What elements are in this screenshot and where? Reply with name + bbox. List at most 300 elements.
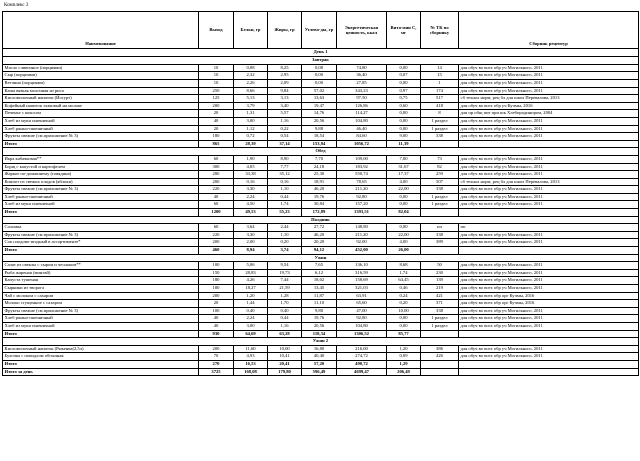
cell-recipe-source: для обуч во всех обр уч Могильного, 2011 xyxy=(459,239,639,247)
cell-vitamin-c: 4,00 xyxy=(387,178,421,186)
cell-yield: 3725 xyxy=(199,368,234,376)
cell-carbs: 0,08 xyxy=(302,64,337,72)
cell-recipe-source xyxy=(459,247,639,255)
cell-vitamin-c: 0,09 xyxy=(387,353,421,361)
cell-yield: 150 xyxy=(199,269,234,277)
cell-dish-name: Чай с молоком с сахаром xyxy=(3,292,199,300)
cell-carbs: 172,89 xyxy=(302,209,337,217)
cell-yield: 200 xyxy=(199,239,234,247)
cell-energy: 78,65 xyxy=(337,178,387,186)
cell-tk-number: 1 раздел xyxy=(421,117,459,125)
cell-dish-name: Масло сливочное (порциями) xyxy=(3,64,199,72)
cell-carbs: 25,30 xyxy=(302,171,337,179)
cell-recipe-source: для обуч во всех обр уч Могильного, 2011 xyxy=(459,87,639,95)
col-header-recipe-source: Сборник рецептур xyxy=(459,12,639,49)
day-header-row xyxy=(3,49,639,57)
menu-rows xyxy=(3,49,639,376)
cell-energy: 1393,51 xyxy=(337,209,387,217)
cell-yield: 100 xyxy=(199,285,234,293)
cell-vitamin-c: 22,00 xyxy=(387,231,421,239)
meal-label: Завтрак xyxy=(3,57,639,65)
cell-recipe-source: для обуч во всех обр уч Могильного, 2011 xyxy=(459,125,639,133)
table-row xyxy=(3,239,639,247)
table-row xyxy=(3,315,639,323)
cell-carbs: 19,76 xyxy=(302,315,337,323)
cell-yield: 250 xyxy=(199,87,234,95)
cell-yield: 1200 xyxy=(199,209,234,217)
cell-vitamin-c: 0,00 xyxy=(387,110,421,118)
cell-vitamin-c: 9,00 xyxy=(387,133,421,141)
cell-dish-name: Хлеб ржано-пшеничный xyxy=(3,315,199,323)
cell-energy: 183,92 xyxy=(337,163,387,171)
cell-protein: 2,00 xyxy=(234,239,268,247)
cell-recipe-source: для обуч во всех обр уч Кучмы, 2016 xyxy=(459,102,639,110)
meal-label: Обед xyxy=(3,148,639,156)
cell-vitamin-c: 0,00 xyxy=(387,224,421,232)
cell-vitamin-c: 8,68 xyxy=(387,262,421,270)
cell-yield: 180 xyxy=(199,133,234,141)
cell-recipe-source: для обуч во всех обр уч Могильного, 2011 xyxy=(459,269,639,277)
cell-vitamin-c: 0,00 xyxy=(387,193,421,201)
cell-fat: 21,59 xyxy=(268,285,302,293)
cell-vitamin-c: 0,46 xyxy=(387,285,421,293)
cell-yield: 10 xyxy=(199,79,234,87)
cell-protein: 5,06 xyxy=(234,262,268,270)
cell-vitamin-c: 0,00 xyxy=(387,322,421,330)
cell-tk-number: 389 xyxy=(421,239,459,247)
cell-recipe-source: для обуч во всех обр уч Могильного, 2011 xyxy=(459,117,639,125)
cell-vitamin-c: 206,49 xyxy=(387,368,421,376)
cell-carbs: 596,49 xyxy=(302,368,337,376)
table-row xyxy=(3,95,639,103)
cell-yield: 200 xyxy=(199,292,234,300)
cell-carbs: 19,47 xyxy=(302,102,337,110)
cell-dish-name: Жаркое по-домашнему (говядина) xyxy=(3,171,199,179)
cell-protein: 3,30 xyxy=(234,186,268,194)
cell-fat: 0,44 xyxy=(268,193,302,201)
cell-energy: 109,00 xyxy=(337,155,387,163)
cell-fat: 1,16 xyxy=(268,117,302,125)
cell-dish-name: Сыр (порциями) xyxy=(3,72,199,80)
cell-carbs: 13,63 xyxy=(302,95,337,103)
col-header-tk-number: № ТК по сборнику xyxy=(421,12,459,49)
cell-yield: 20 xyxy=(199,125,234,133)
cell-tk-number: 338 xyxy=(421,231,459,239)
cell-protein: 1,12 xyxy=(234,125,268,133)
cell-carbs: 13,45 xyxy=(302,285,337,293)
cell-fat: 3,13 xyxy=(268,95,302,103)
cell-carbs: 40,40 xyxy=(302,353,337,361)
cell-vitamin-c: 1,20 xyxy=(387,345,421,353)
cell-tk-number: 14 xyxy=(421,64,459,72)
cell-protein: 2,32 xyxy=(234,72,268,80)
cell-dish-name: Хлеб из муки пшеничной xyxy=(3,322,199,330)
cell-dish-name: Ветчина (порциями) xyxy=(3,79,199,87)
cell-fat: 0,22 xyxy=(268,125,302,133)
cell-tk-number: 8 xyxy=(421,110,459,118)
cell-tk-number: 386 xyxy=(421,345,459,353)
cell-vitamin-c: 0,00 xyxy=(387,201,421,209)
cell-protein: 33,38 xyxy=(234,171,268,179)
cell-fat: 63,28 xyxy=(268,330,302,338)
cell-energy: 104,80 xyxy=(337,117,387,125)
cell-recipe-source: для обуч во всех обр уч Могильного, 2011 xyxy=(459,186,639,194)
col-header-yield: Выход xyxy=(199,12,234,49)
cell-yield: 60 xyxy=(199,224,234,232)
table-row xyxy=(3,322,639,330)
cell-tk-number: 418 xyxy=(421,102,459,110)
cell-yield: 40 xyxy=(199,322,234,330)
cell-protein: 0,16 xyxy=(234,178,268,186)
cell-yield: 300 xyxy=(199,163,234,171)
cell-tk-number: 1 раздел xyxy=(421,315,459,323)
table-row xyxy=(3,125,639,133)
col-header-carbs: Углево-ды, гр xyxy=(302,12,337,49)
cell-fat: 3,40 xyxy=(268,102,302,110)
cell-yield: 70 xyxy=(199,353,234,361)
cell-carbs: 27,72 xyxy=(302,224,337,232)
cell-fat: 2,44 xyxy=(268,224,302,232)
table-row xyxy=(3,285,639,293)
cell-vitamin-c: 7,00 xyxy=(387,155,421,163)
cell-vitamin-c: 1,74 xyxy=(387,269,421,277)
table-row xyxy=(3,79,639,87)
cell-tk-number: 219 xyxy=(421,285,459,293)
table-row xyxy=(3,292,639,300)
cell-tk-number: 338 xyxy=(421,186,459,194)
cell-vitamin-c: 22,00 xyxy=(387,186,421,194)
table-row xyxy=(3,163,639,171)
cell-dish-name: Кофейный напиток злаковый на молоке xyxy=(3,102,199,110)
cell-carbs: 57,20 xyxy=(302,360,337,368)
cell-energy: 63,91 xyxy=(337,292,387,300)
cell-dish-name: Итого за день xyxy=(3,368,199,376)
cell-carbs: 18,54 xyxy=(302,133,337,141)
col-header-name: Наименование xyxy=(3,12,199,49)
cell-yield: 280 xyxy=(199,171,234,179)
cell-carbs: 30,84 xyxy=(302,201,337,209)
meal-header-row xyxy=(3,148,639,156)
menu-table xyxy=(2,11,639,376)
cell-protein: 2,24 xyxy=(234,193,268,201)
cell-dish-name: Хлеб ржано-пшеничный xyxy=(3,125,199,133)
cell-recipe-source: для обуч во всех обр уч Могильного, 2011 xyxy=(459,285,639,293)
cell-fat: 7,44 xyxy=(268,277,302,285)
cell-vitamin-c: 26,00 xyxy=(387,247,421,255)
cell-energy: 92,80 xyxy=(337,315,387,323)
cell-fat: 179,80 xyxy=(268,368,302,376)
cell-recipe-source: для обуч во всех обр уч Могильного, 2011 xyxy=(459,322,639,330)
table-row xyxy=(3,72,639,80)
cell-recipe-source: для пр общ пит при шк Хлебпродинпром, 2004 xyxy=(459,110,639,118)
cell-carbs: 20,20 xyxy=(302,239,337,247)
cell-protein: 16,53 xyxy=(234,360,268,368)
cell-carbs: 20,56 xyxy=(302,117,337,125)
cell-fat: 2,09 xyxy=(268,79,302,87)
table-row xyxy=(3,300,639,308)
cell-dish-name: Фрукты свежие (см.приложение № 3) xyxy=(3,307,199,315)
cell-vitamin-c: 0,00 xyxy=(387,79,421,87)
cell-energy: 274,72 xyxy=(337,353,387,361)
cell-yield: 10 xyxy=(199,64,234,72)
cell-protein: 28,83 xyxy=(234,269,268,277)
table-row xyxy=(3,64,639,72)
cell-tk-number: 1 раздел xyxy=(421,125,459,133)
cell-protein: 4,93 xyxy=(234,353,268,361)
total-row xyxy=(3,209,639,217)
cell-protein: 4,05 xyxy=(234,163,268,171)
cell-vitamin-c: 0,00 xyxy=(387,315,421,323)
cell-energy: 452,00 xyxy=(337,247,387,255)
cell-dish-name: Хлеб из муки пшеничной xyxy=(3,201,199,209)
cell-vitamin-c: 1,29 xyxy=(387,360,421,368)
cell-fat: 5,57 xyxy=(268,110,302,118)
cell-fat: 8,90 xyxy=(268,155,302,163)
cell-protein: 8,94 xyxy=(234,247,268,255)
cell-carbs: 94,12 xyxy=(302,247,337,255)
cell-dish-name: Сок плодово-ягодный в ассортименте* xyxy=(3,239,199,247)
cell-protein: 3,00 xyxy=(234,117,268,125)
table-row xyxy=(3,353,639,361)
cell-protein: 1,20 xyxy=(234,292,268,300)
cell-energy: 316,59 xyxy=(337,269,387,277)
cell-energy: 92,80 xyxy=(337,193,387,201)
cell-energy: 343,23 xyxy=(337,87,387,95)
cell-vitamin-c: 31,67 xyxy=(387,163,421,171)
cell-dish-name: Фрукты свежие (см.приложение № 3) xyxy=(3,186,199,194)
cell-recipe-source xyxy=(459,360,639,368)
cell-dish-name: Соломка xyxy=(3,224,199,232)
cell-protein: 1,31 xyxy=(234,110,268,118)
cell-recipe-source xyxy=(459,368,639,376)
cell-fat: 2,95 xyxy=(268,72,302,80)
meal-header-row xyxy=(3,57,639,65)
cell-protein: 5,13 xyxy=(234,95,268,103)
cell-vitamin-c: 0,24 xyxy=(387,292,421,300)
cell-energy: 126,86 xyxy=(337,102,387,110)
table-row xyxy=(3,231,639,239)
cell-fat: 20,41 xyxy=(268,360,302,368)
meal-header-row xyxy=(3,216,639,224)
cell-tk-number: 338 xyxy=(421,133,459,141)
cell-yield: 930 xyxy=(199,330,234,338)
cell-vitamin-c: 0,00 xyxy=(387,125,421,133)
cell-fat: 1,10 xyxy=(268,231,302,239)
cell-energy: 114,27 xyxy=(337,110,387,118)
cell-vitamin-c: 0,75 xyxy=(387,95,421,103)
cell-vitamin-c: 64,45 xyxy=(387,277,421,285)
cell-dish-name: Фрукты свежие (см.приложение № 3) xyxy=(3,231,199,239)
cell-energy: 47,00 xyxy=(337,307,387,315)
cell-recipe-source xyxy=(459,330,639,338)
col-header-fat: Жиры, гр xyxy=(268,12,302,49)
total-row xyxy=(3,247,639,255)
cell-fat: 10,00 xyxy=(268,345,302,353)
cell-yield: 180 xyxy=(199,277,234,285)
cell-fat: 1,28 xyxy=(268,292,302,300)
cell-protein: 0,08 xyxy=(234,64,268,72)
cell-recipe-source: для обуч во всех обр уч Могильного, 2011 xyxy=(459,201,639,209)
cell-dish-name: Булочка с повидлом обсыпная xyxy=(3,353,199,361)
cell-carbs: 20,56 xyxy=(302,322,337,330)
cell-protein: 3,00 xyxy=(234,322,268,330)
cell-carbs: 46,20 xyxy=(302,186,337,194)
cell-protein: 3,64 xyxy=(234,224,268,232)
cell-tk-number: пп xyxy=(421,224,459,232)
cell-fat: 35,12 xyxy=(268,171,302,179)
cell-yield: 20 xyxy=(199,300,234,308)
cell-carbs: 14,76 xyxy=(302,110,337,118)
cell-tk-number: 507 xyxy=(421,178,459,186)
cell-tk-number: 1 раздел xyxy=(421,193,459,201)
cell-protein: 18,27 xyxy=(234,285,268,293)
table-row xyxy=(3,117,639,125)
cell-tk-number: 230 xyxy=(421,269,459,277)
cell-fat: 8,25 xyxy=(268,64,302,72)
cell-tk-number xyxy=(421,209,459,217)
cell-protein: 11,60 xyxy=(234,345,268,353)
cell-carbs: 6,12 xyxy=(302,269,337,277)
table-row xyxy=(3,307,639,315)
cell-tk-number: 421 xyxy=(421,292,459,300)
cell-carbs: 11,87 xyxy=(302,292,337,300)
cell-protein: 0,72 xyxy=(234,133,268,141)
cell-yield: 270 xyxy=(199,360,234,368)
cell-yield: 10 xyxy=(199,72,234,80)
cell-fat: 19,73 xyxy=(268,269,302,277)
complex-label: Комплекс 3 xyxy=(4,3,29,8)
cell-tk-number xyxy=(421,368,459,376)
cell-carbs: 9,88 xyxy=(302,125,337,133)
cell-recipe-source xyxy=(459,209,639,217)
cell-energy: 46,40 xyxy=(337,125,387,133)
cell-yield: 865 xyxy=(199,140,234,148)
cell-dish-name: Печенье с кокосом xyxy=(3,110,199,118)
cell-protein: 4,26 xyxy=(234,277,268,285)
cell-dish-name: Итого xyxy=(3,247,199,255)
cell-recipe-source: для обуч во всех обр уч Могильного, 2011 xyxy=(459,64,639,72)
cell-energy: 148,80 xyxy=(337,224,387,232)
cell-tk-number: 1 xyxy=(421,79,459,87)
cell-energy: 157,20 xyxy=(337,201,387,209)
cell-tk-number: 426 xyxy=(421,353,459,361)
cell-protein: 3,30 xyxy=(234,231,268,239)
table-row xyxy=(3,201,639,209)
cell-vitamin-c: 0,60 xyxy=(387,102,421,110)
cell-energy: 27,85 xyxy=(337,79,387,87)
cell-recipe-source: для обуч во всех обр уч Могильного, 2011 xyxy=(459,171,639,179)
total-row xyxy=(3,368,639,376)
cell-energy: 4699,47 xyxy=(337,368,387,376)
cell-vitamin-c: 4,00 xyxy=(387,239,421,247)
cell-energy: 104,80 xyxy=(337,322,387,330)
cell-recipe-source: для обуч во всех обр орг Кучмы, 2016 xyxy=(459,300,639,308)
cell-protein: 4,50 xyxy=(234,201,268,209)
cell-fat: 1,16 xyxy=(268,322,302,330)
cell-recipe-source: пп xyxy=(459,224,639,232)
cell-yield: 460 xyxy=(199,247,234,255)
cell-carbs: 7,65 xyxy=(302,262,337,270)
cell-dish-name: Капуста тушеная xyxy=(3,277,199,285)
cell-carbs: 57,02 xyxy=(302,87,337,95)
cell-recipe-source: для обуч во всех обр уч Могильного, 2011 xyxy=(459,193,639,201)
cell-tk-number: 1 раздел xyxy=(421,322,459,330)
table-row xyxy=(3,110,639,118)
cell-vitamin-c: 17,37 xyxy=(387,171,421,179)
cell-energy: 550,74 xyxy=(337,171,387,179)
meal-label: Ужин xyxy=(3,254,639,262)
cell-tk-number xyxy=(421,330,459,338)
table-row xyxy=(3,171,639,179)
cell-vitamin-c: 0,07 xyxy=(387,72,421,80)
cell-tk-number xyxy=(421,360,459,368)
cell-protein: 3,79 xyxy=(234,102,268,110)
cell-fat: 0,40 xyxy=(268,307,302,315)
cell-energy: 490,72 xyxy=(337,360,387,368)
cell-fat: 1,74 xyxy=(268,201,302,209)
cell-energy: 211,20 xyxy=(337,186,387,194)
table-row xyxy=(3,345,639,353)
cell-recipe-source: для обуч во всех обр орг Кучмы, 2016 xyxy=(459,292,639,300)
cell-dish-name: Икра кабачковая** xyxy=(3,155,199,163)
cell-tk-number xyxy=(421,140,459,148)
cell-yield: 200 xyxy=(199,178,234,186)
cell-tk-number: 259 xyxy=(421,171,459,179)
total-row xyxy=(3,360,639,368)
cell-carbs: 0,00 xyxy=(302,79,337,87)
cell-fat: 1,70 xyxy=(268,300,302,308)
table-row xyxy=(3,155,639,163)
cell-carbs: 19,76 xyxy=(302,193,337,201)
cell-energy: 1056,72 xyxy=(337,140,387,148)
cell-tk-number: 517 xyxy=(421,95,459,103)
table-row xyxy=(3,193,639,201)
cell-energy: 92,00 xyxy=(337,239,387,247)
cell-recipe-source: для обуч во всех обр уч Могильного, 2011 xyxy=(459,79,639,87)
cell-carbs: 153,94 xyxy=(302,140,337,148)
cell-energy: 321,03 xyxy=(337,285,387,293)
cell-carbs: 24,18 xyxy=(302,163,337,171)
cell-protein: 2,26 xyxy=(234,79,268,87)
cell-dish-name: Кисломолочный напиток (Ряженка(2,5л) xyxy=(3,345,199,353)
cell-recipe-source: для обуч во всех обр уч Могильного, 2011 xyxy=(459,353,639,361)
cell-tk-number: 371 xyxy=(421,300,459,308)
cell-fat: 3,74 xyxy=(268,247,302,255)
cell-dish-name: Фрукты свежие (см.приложение № 3) xyxy=(3,133,199,141)
cell-yield: 100 xyxy=(199,307,234,315)
menu-sheet xyxy=(2,3,638,376)
cell-carbs: 7,70 xyxy=(302,155,337,163)
cell-carbs: 0,00 xyxy=(302,72,337,80)
table-row xyxy=(3,262,639,270)
cell-dish-name: Компот из свежих плодов (яблоки) xyxy=(3,178,199,186)
meal-header-row xyxy=(3,254,639,262)
cell-carbs: 46,20 xyxy=(302,231,337,239)
table-row xyxy=(3,87,639,95)
col-header-vitamin-c: Вита-мин С, мг xyxy=(387,12,421,49)
meal-label: Ужин 2 xyxy=(3,338,639,346)
cell-recipe-source: для обуч во всех обр уч Могильного, 2011 xyxy=(459,315,639,323)
meal-header-row xyxy=(3,338,639,346)
cell-energy: 136,10 xyxy=(337,262,387,270)
cell-vitamin-c: 85,77 xyxy=(387,330,421,338)
cell-recipe-source: сб технол норм, рец бл для школ Перевалова, 2013 xyxy=(459,95,639,103)
meal-label: Полдник xyxy=(3,216,639,224)
cell-fat: 9,54 xyxy=(268,262,302,270)
cell-fat: 0,54 xyxy=(268,133,302,141)
cell-energy: 74,80 xyxy=(337,64,387,72)
cell-fat: 9,84 xyxy=(268,87,302,95)
